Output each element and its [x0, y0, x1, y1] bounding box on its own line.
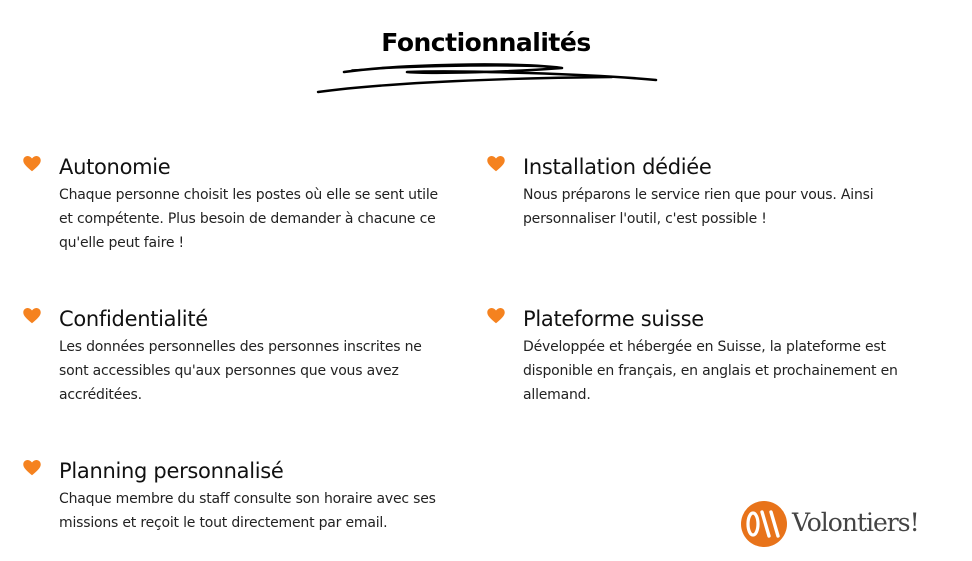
heart-icon — [487, 156, 505, 172]
feature-description: Chaque membre du staff consulte son horaire avec ses missions et reçoit le tout directement par email. — [59, 491, 436, 531]
logo-text: Volontiers! — [792, 508, 919, 537]
volontiers-logo[interactable] — [740, 500, 919, 550]
heart-icon — [23, 308, 41, 324]
feature-title: Installation dédiée — [523, 155, 712, 179]
feature-title: Confidentialité — [59, 307, 208, 331]
feature-plateforme-suisse — [523, 305, 898, 407]
feature-title: Autonomie — [59, 155, 171, 179]
feature-description: Nous préparons le service rien que pour vous. Ainsi personnaliser l'outil, c'est possible ! — [523, 187, 874, 227]
heart-icon — [487, 308, 505, 324]
feature-title: Planning personnalisé — [59, 459, 284, 483]
feature-description: Développée et hébergée en Suisse, la plateforme est disponible en français, en anglais et prochainement en allemand. — [523, 339, 898, 403]
feature-installation-dediee — [523, 153, 898, 231]
feature-confidentialite — [59, 305, 449, 407]
page-title: Fonctionnalités — [381, 28, 591, 57]
volontiers-logo-icon — [740, 500, 788, 548]
title-underline-scribble — [312, 60, 662, 96]
heart-icon — [23, 156, 41, 172]
feature-planning-personnalise — [59, 457, 449, 535]
feature-title: Plateforme suisse — [523, 307, 704, 331]
feature-description: Les données personnelles des personnes inscrites ne sont accessibles qu'aux personnes que vous avez accréditées. — [59, 339, 422, 403]
feature-autonomie — [59, 153, 449, 255]
heart-icon — [23, 460, 41, 476]
feature-description: Chaque personne choisit les postes où elle se sent utile et compétente. Plus besoin de demander à chacune ce qu'elle peut faire ! — [59, 187, 438, 251]
